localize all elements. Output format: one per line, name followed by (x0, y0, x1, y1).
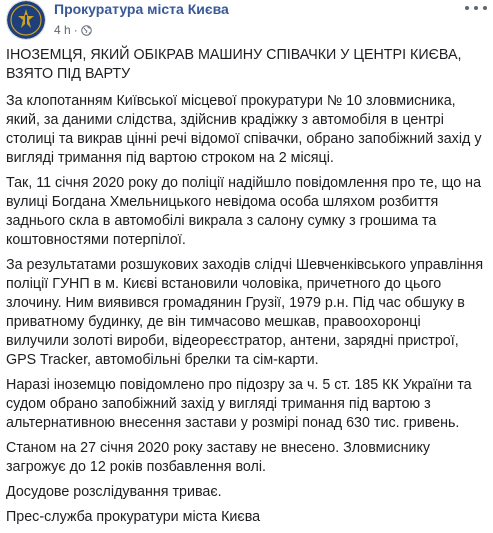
post-paragraph: Так, 11 січня 2020 року до поліції надійшло повідомлення про те, що на вулиці Богдана Хмельницького невідома особа шляхом розбиття заднього скла в автомобілі викрала з салону сумку з грошима та коштовностями потерпілої. (6, 175, 482, 248)
post-headline: ІНОЗЕМЦЯ, ЯКИЙ ОБІКРАВ МАШИНУ СПІВАЧКИ У ЦЕНТРІ КИЄВА, ВЗЯТО ПІД ВАРТУ (6, 47, 462, 82)
more-options-icon[interactable] (465, 0, 487, 16)
post-paragraph: За клопотанням Київської місцевої прокуратури № 10 зловмисника, який, за даними слідства, здійснив крадіжку з автомобіля в центрі столиці та викрав цінні речі відомої співачки, обрано запобіжний захід у вигляді тримання під вартою строком на 2 місяці. (6, 93, 482, 166)
page-avatar[interactable] (6, 0, 46, 40)
globe-icon[interactable] (81, 25, 92, 36)
post-body (6, 46, 486, 533)
page-name-link[interactable]: Прокуратура міста Києва (54, 1, 229, 17)
post-paragraph: За результатами розшукових заходів слідчі Шевченківського управління поліції ГУНП в м. Києві встановили чоловіка, причетного до цього злочину. Ним виявився громадянин Грузії, 1979 р.н. Під час обшуку в приватному будинку, де він тимчасово мешкав, правоохоронці вилучили золоті вироби, відеореєстратор, антени, зарядні пристрої, GPS Tracker, автомобільні брелки та сім-карти. (6, 257, 484, 368)
prosecutor-emblem-icon (7, 1, 45, 39)
meta-separator: · (73, 23, 78, 37)
post-signature: Прес-служба прокуратури міста Києва (6, 509, 261, 525)
post-time[interactable]: 4 h (54, 23, 71, 37)
post-paragraph: Станом на 27 січня 2020 року заставу не внесено. Зловмиснику загрожує до 12 років позбавлення волі. (6, 440, 431, 475)
post-paragraph: Досудове розслідування триває. (6, 484, 222, 500)
post-header (6, 0, 491, 42)
post-paragraph: Наразі іноземцю повідомлено про підозру за ч. 5 ст. 185 КК України та судом обрано запобіжний захід у вигляді тримання під вартою з альтернативною внесення застави у розмірі понад 630 тис. гривень. (6, 377, 472, 431)
post-meta (54, 23, 92, 37)
